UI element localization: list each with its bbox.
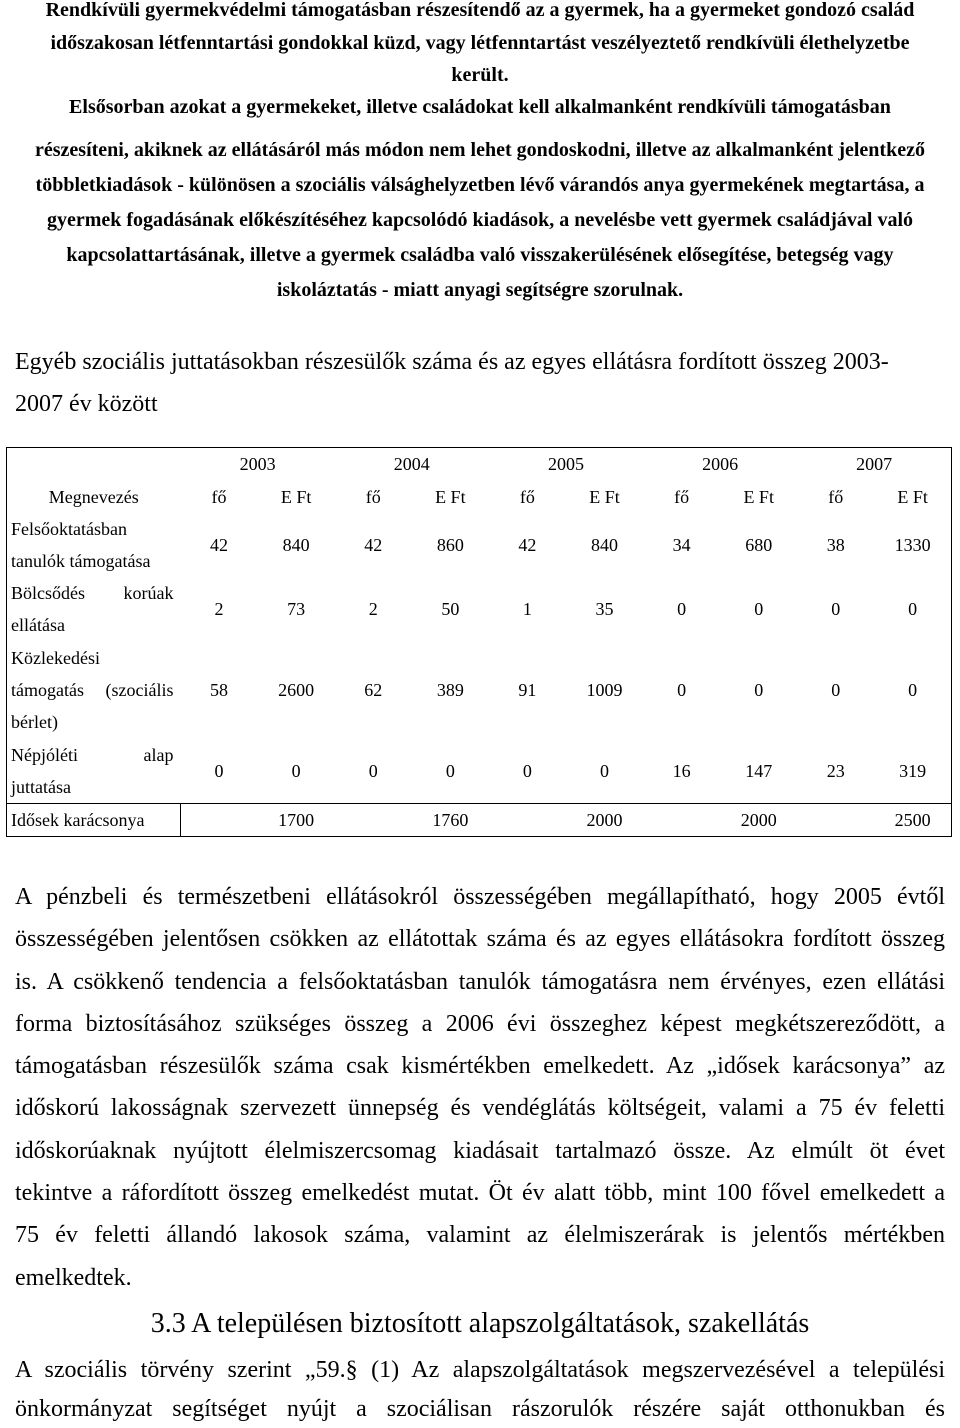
persons-cell: 58 xyxy=(210,680,229,701)
table-body xyxy=(7,513,952,837)
table-container xyxy=(6,447,951,837)
persons-cell: 16 xyxy=(672,760,691,781)
row-label-line: tanulók támogatása xyxy=(11,550,151,571)
amount-cell: 73 xyxy=(287,599,306,620)
summary-line: is. A csökkenő tendencia a felsőoktatásban tanulók támogatásra nem érvényes, ezen ellátási xyxy=(15,968,945,995)
amount-cell: 2600 xyxy=(278,680,315,701)
summary-paragraph xyxy=(15,876,945,1299)
persons-cell: 62 xyxy=(364,680,383,701)
amount-cell: 0 xyxy=(445,760,455,781)
intro-line: Rendkívüli gyermekvédelmi támogatásban részesítendő az a gyermek, ha a gyermeket gondozó család xyxy=(45,0,915,21)
law-line: önkormányzat segítséget nyújt a szociálisan rászorulók részére saját otthonukban és xyxy=(15,1396,945,1422)
law-line: A szociális törvény szerint „59.§ (1) Az alapszolgáltatások megszervezésével a települési xyxy=(15,1357,945,1383)
summary-line: időskorúaknak nyújtott élelmiszercsomag kiadásait tartalmazó össze. Az elmúlt öt évet xyxy=(15,1137,945,1164)
row-label-line: támogatás (szociális xyxy=(11,679,174,700)
amount-cell: 0 xyxy=(908,599,918,620)
intro-line: részesíteni, akiknek az ellátásáról más módon nem lehet gondoskodni, illetve az alkalmanként jelentkező xyxy=(35,138,925,161)
intro-line: iskoláztatás - miatt anyagi segítségre szorulnak. xyxy=(276,278,684,301)
amount-cell: 50 xyxy=(441,599,460,620)
unit-header-row xyxy=(7,481,952,513)
unit-header-amount: E Ft xyxy=(435,486,466,507)
year-header: 2005 xyxy=(547,454,584,475)
row-label-line: Népjóléti alap xyxy=(11,744,174,765)
unit-header-persons: fő xyxy=(674,486,690,507)
persons-cell: 0 xyxy=(368,760,378,781)
persons-cell xyxy=(489,804,566,837)
law-paragraph xyxy=(15,1349,945,1427)
table-row xyxy=(7,642,952,739)
amount-cell: 147 xyxy=(745,760,773,781)
table-header xyxy=(7,448,952,513)
summary-line: támogatásban részesülők száma csak kismértékben emelkedett. Az „idősek karácsonya” az xyxy=(15,1053,945,1080)
amount-cell: 2000 xyxy=(566,804,643,837)
row-label xyxy=(7,804,181,837)
persons-cell: 23 xyxy=(826,760,845,781)
summary-line: tekintve a ráfordított összeg emelkedést mutat. Öt év alatt több, mint 100 fővel emelkedett a xyxy=(15,1180,945,1207)
persons-cell xyxy=(643,804,720,837)
persons-cell: 38 xyxy=(826,534,845,555)
amount-cell: 1330 xyxy=(894,534,931,555)
amount-cell: 840 xyxy=(282,534,310,555)
row-label-line: Bölcsődés korúak xyxy=(11,583,174,604)
intro-paragraph-2 xyxy=(0,90,960,308)
persons-cell: 0 xyxy=(831,680,841,701)
persons-cell: 42 xyxy=(210,534,229,555)
corner-cell xyxy=(7,448,181,481)
persons-cell xyxy=(335,804,412,837)
persons-cell: 91 xyxy=(518,680,537,701)
label-column-header: Megnevezés xyxy=(48,486,139,507)
row-label-line: ellátása xyxy=(11,615,65,636)
persons-cell: 0 xyxy=(677,599,687,620)
table-caption xyxy=(15,341,889,425)
amount-cell: 2000 xyxy=(720,804,797,837)
persons-cell: 2 xyxy=(368,599,378,620)
persons-cell: 1 xyxy=(522,599,532,620)
row-label xyxy=(7,642,181,739)
intro-line: kapcsolattartásának, illetve a gyermek családba való visszakerülésének elősegítése, betegség vagy xyxy=(66,243,894,266)
table-row xyxy=(7,739,952,804)
persons-cell: 0 xyxy=(677,680,687,701)
year-header: 2007 xyxy=(856,454,893,475)
amount-cell: 680 xyxy=(745,534,773,555)
intro-line: került. xyxy=(451,64,509,86)
year-header: 2006 xyxy=(702,454,739,475)
amount-cell: 860 xyxy=(436,534,464,555)
amount-cell: 0 xyxy=(908,680,918,701)
persons-cell: 2 xyxy=(214,599,224,620)
amount-cell: 0 xyxy=(291,760,301,781)
amount-cell: 1700 xyxy=(258,804,335,837)
caption-line: 2007 év között xyxy=(15,391,158,417)
intro-line: gyermek fogadásának előkészítéséhez kapcsolódó kiadások, a nevelésbe vett gyermek családjával való xyxy=(46,208,914,231)
row-label xyxy=(7,513,181,578)
intro-paragraph-1 xyxy=(0,0,960,92)
unit-header-persons: fő xyxy=(365,486,381,507)
amount-cell: 389 xyxy=(436,680,464,701)
amount-cell: 0 xyxy=(600,760,610,781)
row-label-line: Közlekedési xyxy=(11,647,100,668)
row-label xyxy=(7,739,181,804)
unit-header-amount: E Ft xyxy=(743,486,774,507)
persons-cell xyxy=(181,804,258,837)
row-label-line: juttatása xyxy=(11,776,71,797)
summary-line: összességében jelentősen csökken az ellátottak száma és az egyes ellátásokra fordított összeg xyxy=(15,926,945,953)
row-label-line: bérlet) xyxy=(11,712,58,733)
unit-header-amount: E Ft xyxy=(589,486,620,507)
persons-cell: 42 xyxy=(518,534,537,555)
persons-cell: 0 xyxy=(831,599,841,620)
amount-cell: 35 xyxy=(595,599,614,620)
social-benefits-table xyxy=(6,447,952,837)
row-label-line: Idősek karácsonya xyxy=(11,810,145,831)
year-header: 2004 xyxy=(393,454,430,475)
unit-header-persons: fő xyxy=(211,486,227,507)
row-label-line: Felsőoktatásban xyxy=(11,518,127,539)
row-label xyxy=(7,577,181,642)
intro-line: Elsősorban azokat a gyermekeket, illetve családokat kell alkalmanként rendkívüli támogatásban xyxy=(69,95,891,118)
table-row xyxy=(7,513,952,578)
persons-cell: 0 xyxy=(214,760,224,781)
amount-cell: 1009 xyxy=(586,680,623,701)
unit-header-persons: fő xyxy=(828,486,844,507)
amount-cell: 319 xyxy=(899,760,927,781)
summary-line: emelkedtek. xyxy=(15,1264,132,1291)
persons-cell: 42 xyxy=(364,534,383,555)
table-row xyxy=(7,577,952,642)
amount-cell: 0 xyxy=(754,599,764,620)
section-heading: 3.3 A településen biztosított alapszolgáltatások, szakellátás xyxy=(150,1308,810,1339)
unit-header-amount: E Ft xyxy=(897,486,928,507)
unit-header-persons: fő xyxy=(519,486,535,507)
summary-line: A pénzbeli és természetbeni ellátásokról összességében megállapítható, hogy 2005 évtől xyxy=(15,884,945,910)
amount-cell: 0 xyxy=(754,680,764,701)
unit-header-amount: E Ft xyxy=(280,486,312,507)
summary-line: 75 év feletti állandó lakosok száma, valamint az élelmiszerárak is jelentős mértékben xyxy=(15,1222,945,1249)
summary-line: időskorú lakosságnak szervezett ünnepség és vendéglátás költségeit, valami a 75 év feletti xyxy=(15,1095,945,1122)
persons-cell xyxy=(797,804,874,837)
caption-line: Egyéb szociális juttatásokban részesülők száma és az egyes ellátásra fordított összeg 2003- xyxy=(15,349,889,375)
year-header-row xyxy=(7,448,952,481)
persons-cell: 34 xyxy=(672,534,691,555)
year-header: 2003 xyxy=(239,454,276,475)
intro-line: többletkiadások - különösen a szociális válsághelyzetben lévő várandós anya gyermekének megtartása, a xyxy=(35,173,925,196)
amount-cell: 2500 xyxy=(874,804,951,837)
summary-line: forma biztosításához szükséges összeg a 2006 évi összeghez képest megkétszereződött, a xyxy=(15,1010,945,1037)
table-row xyxy=(7,804,952,837)
amount-cell: 1760 xyxy=(412,804,489,837)
intro-line: időszakosan létfenntartási gondokkal küzd, vagy létfenntartást veszélyeztető rendkívüli élethelyzetbe xyxy=(50,31,910,54)
amount-cell: 840 xyxy=(591,534,619,555)
persons-cell: 0 xyxy=(522,760,532,781)
